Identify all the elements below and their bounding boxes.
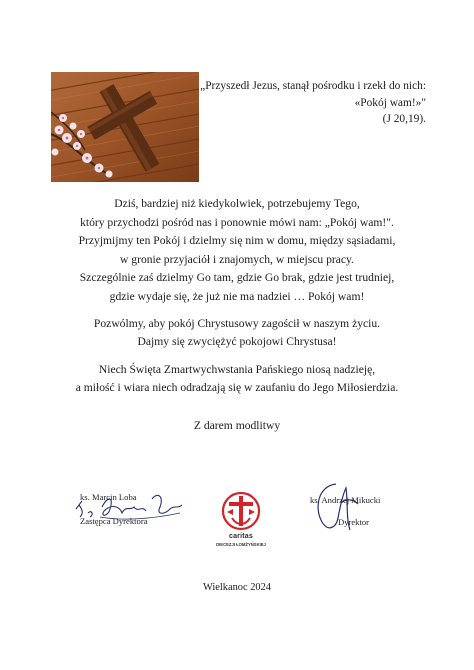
- quote-line-1: „Przyszedł Jezus, stanął pośrodku i rzekł do nich:: [200, 80, 426, 92]
- signatory-role-right: Dyrektor: [338, 517, 370, 527]
- scripture-quote: [196, 78, 426, 128]
- quote-line-2: «Pokój wam!»": [354, 96, 426, 109]
- signatory-name-right: ks. Andrzej Mikucki: [310, 495, 381, 505]
- signatory-role-left: Zastępca Dyrektora: [80, 516, 148, 526]
- body-line: Pozwólmy, aby pokój Chrystusowy zagościł w naszym życiu.: [93, 316, 381, 330]
- caritas-wordmark: caritas: [229, 533, 253, 540]
- body-line: który przychodzi pośród nas i ponownie mówi nam: „Pokój wam!".: [80, 215, 394, 229]
- body-line: Niech Święta Zmartwychwstania Pańskiego niosą nadzieję,: [98, 362, 376, 376]
- closing-regards: Z darem modlitwy: [193, 418, 281, 432]
- caritas-subtitle: DIECEZJI ŁOMŻYŃSKIEJ: [216, 542, 266, 547]
- cross-blossom-photo: [51, 72, 199, 182]
- body-line: Dajmy się zwyciężyć pokojowi Chrystusa!: [137, 335, 337, 349]
- body-line: w gronie przyjaciół i znajomych, w miejscu pracy.: [120, 252, 354, 266]
- body-line: a miłość i wiara niech odradzają się w zaufaniu do Jego Miłosierdzia.: [75, 381, 399, 395]
- caritas-logo-icon: [221, 490, 261, 532]
- quote-reference: (J 20,19).: [382, 113, 426, 125]
- signature-block-left: [76, 492, 196, 527]
- body-line: gdzie wydaje się, że już nie ma nadziei … Pokój wam!: [109, 289, 365, 303]
- signature-block-right: [310, 495, 420, 528]
- body-line: Szczególnie zaś dzielmy Go tam, gdzie Go brak, gdzie jest trudniej,: [79, 271, 395, 285]
- date-footer: Wielkanoc 2024: [203, 582, 271, 593]
- body-line: Przyjmijmy ten Pokój i dzielmy się nim w domu, między sąsiadami,: [78, 234, 396, 248]
- letter-body: [40, 195, 434, 436]
- signatory-name-left: ks. Marcin Loba: [80, 492, 137, 502]
- body-line: Dziś, bardziej niż kiedykolwiek, potrzebujemy Tego,: [114, 197, 360, 210]
